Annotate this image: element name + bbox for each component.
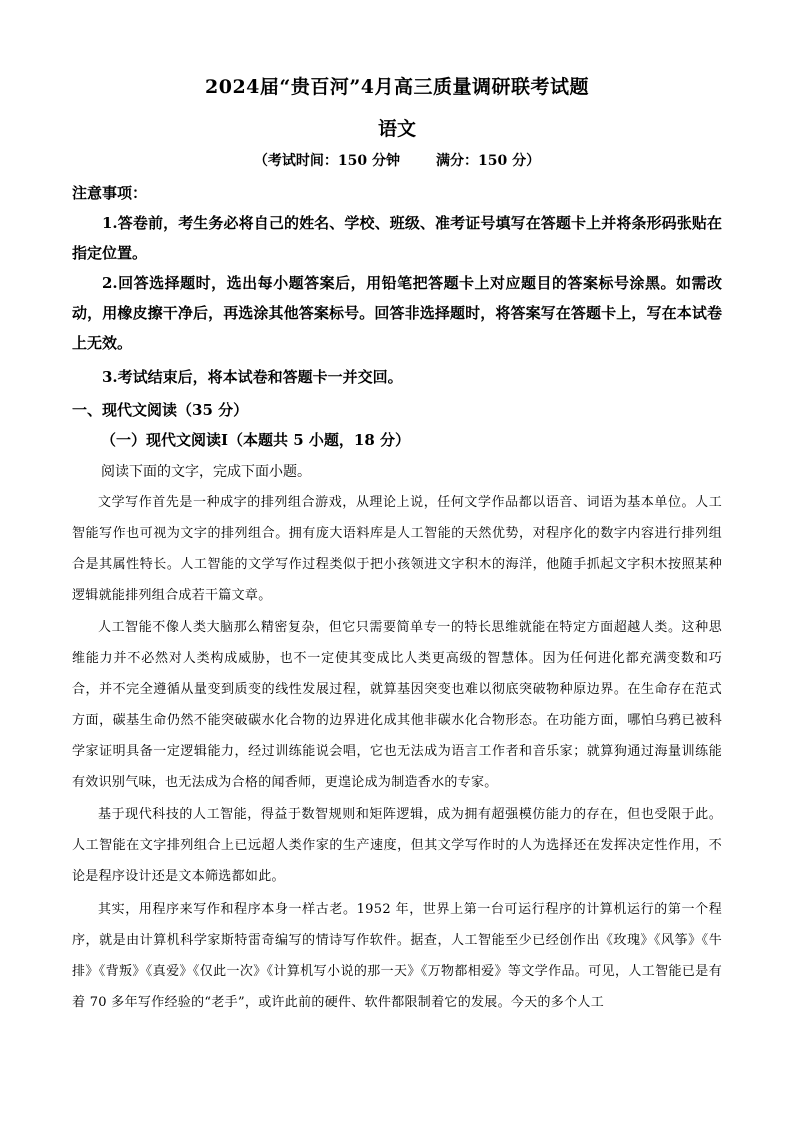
notice-heading: 注意事项： xyxy=(72,184,148,202)
exam-info xyxy=(0,150,794,170)
notice-item-3: 3.考试结束后，将本试卷和答题卡一并交回。 xyxy=(102,368,403,386)
subject-title: 语文 xyxy=(377,118,416,140)
section-heading: 一、现代文阅读（35 分） xyxy=(72,401,249,419)
paragraph-3: 基于现代科技的人工智能，得益于数智规则和矩阵逻辑，成为拥有超强模仿能力的存在，但也受限于此。人工智能在文字排列组合上已远超人类作家的生产速度，但其文学写作时的人为选择还在发挥决定性作用，不论是程序设计还是文本筛选都如此。 xyxy=(72,807,722,884)
paragraph-4: 其实，用程序来写作和程序本身一样古老。1952 年，世界上第一台可运行程序的计算机运行的第一个程序，就是由计算机科学家斯特雷奇编写的情诗写作软件。据查，人工智能至少已经创作出《玫瑰》《风筝》《牛排》《背叛》《真爱》《仅此一次》《计算机写小说的那一天》《万物都相爱》等文学作品。可见，人工智能已是有着 70 多年写作经验的“老手”，或许此前的硬件、软件都限制着它的发展。今天的多个人工 xyxy=(72,902,722,1010)
paragraph-2: 人工智能不像人类大脑那么精密复杂，但它只需要简单专一的特长思维就能在特定方面超越人类。这种思维能力并不必然对人类构成威胁，也不一定使其变成比人类更高级的智慧体。因为任何进化都充满变数和巧合，并不完全遵循从量变到质变的线性发展过程，就算基因突变也难以彻底突破物种原边界。在生命存在范式方面，碳基生命仍然不能突破碳水化合物的边界进化成其他非碳水化合物形态。在功能方面，哪怕乌鸦已被科学家证明具备一定逻辑能力，经过训练能说会唱，它也无法成为语言工作者和音乐家；就算狗通过海量训练能有效识别气味，也无法成为合格的闻香师，更遑论成为制造香水的专家。 xyxy=(72,620,722,790)
exam-score: 满分：150 分） xyxy=(436,153,541,169)
exam-title: 2024届“贵百河”4月高三质量调研联考试题 xyxy=(205,76,589,98)
section-subheading: （一）现代文阅读Ⅰ（本题共 5 小题，18 分） xyxy=(101,431,410,449)
reading-instruction: 阅读下面的文字，完成下面小题。 xyxy=(101,464,311,480)
paragraph-1: 文学写作首先是一种成字的排列组合游戏，从理论上说，任何文学作品都以语音、词语为基本单位。人工智能写作也可视为文字的排列组合。拥有庞大语料库是人工智能的天然优势，对程序化的数字内容进行排列组合是其属性特长。人工智能的文学写作过程类似于把小孩领进文字积木的海洋，他随手抓起文字积木按照某种逻辑就能排列组合成若干篇文章。 xyxy=(72,495,722,603)
notice-item-1: 1.答卷前，考生务必将自己的姓名、学校、班级、准考证号填写在答题卡上并将条形码张贴在指定位置。 xyxy=(72,214,722,262)
notice-item-2: 2.回答选择题时，选出每小题答案后，用铅笔把答题卡上对应题目的答案标号涂黑。如需改动，用橡皮擦干净后，再选涂其他答案标号。回答非选择题时，将答案写在答题卡上，写在本试卷上无效。 xyxy=(72,274,722,352)
exam-time: （考试时间：150 分钟 xyxy=(253,153,400,169)
